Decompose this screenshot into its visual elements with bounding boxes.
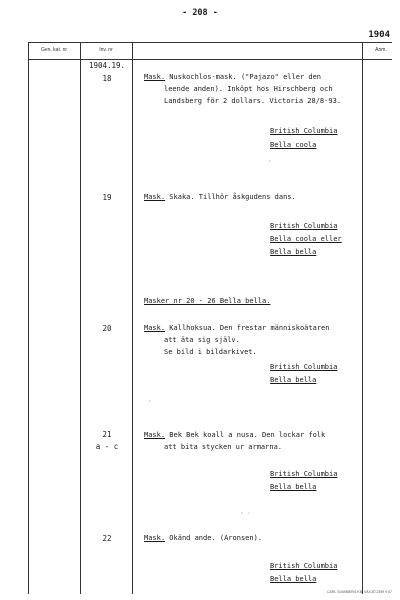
- printer-imprint: CARL SVANBERG KB, VÄXJÖ 2399 9 67: [327, 590, 392, 594]
- entry-18-place-2: Bella coola: [270, 141, 317, 149]
- header-inv: Inv. nr: [99, 47, 113, 53]
- entry-18-line-1: [144, 72, 321, 83]
- entry-20-place-2: Bella bella: [270, 376, 317, 384]
- entry-22-title: Mask.: [144, 534, 166, 542]
- entry-21-title: Mask.: [144, 431, 166, 439]
- entry-21-line-2: att bita stycken ur armarna.: [164, 443, 283, 451]
- entry-18-text-1: Nuskochlos-mask. ("Pajazo" eller den: [169, 73, 322, 81]
- entry-22-line-1: [144, 533, 262, 544]
- table-top-rule: [28, 42, 392, 43]
- entry-18-line-3: Landsberg för 2 dollars. Victoria 28/8-93.: [164, 97, 342, 105]
- scan-speck: ·: [148, 398, 152, 405]
- entry-22-text-1: Okänd ande. (Aronsen).: [169, 534, 263, 542]
- entry-18-place-1: British Columbia: [270, 127, 338, 135]
- inv-number-21: 21: [102, 430, 112, 439]
- header-anm: Anm.: [375, 47, 387, 53]
- header-gen-kat: Gen. kat. nr: [40, 47, 68, 53]
- entry-21-place-2: Bella bella: [270, 483, 317, 491]
- inv-sub-21: a - c: [95, 442, 119, 451]
- entry-20-line-2: att äta sig själv.: [164, 336, 240, 344]
- entry-21-place-1: British Columbia: [270, 470, 338, 478]
- entry-18-title: Mask.: [144, 73, 166, 81]
- entry-19-line-1: [144, 192, 296, 203]
- section-heading: Masker nr 20 - 26 Bella bella.: [144, 297, 271, 305]
- year-label: 1904: [368, 30, 390, 40]
- inv-number-20: 20: [102, 324, 112, 333]
- entry-21-line-1: [144, 430, 325, 441]
- entry-20-place-1: British Columbia: [270, 363, 338, 371]
- entry-18-line-2: leende anden). Inköpt hos Hirschberg och: [164, 85, 333, 93]
- entry-22-place-2: Bella bella: [270, 575, 317, 583]
- page-number: - 208 -: [182, 8, 218, 18]
- column-divider-desc-anm: [362, 42, 363, 594]
- inv-number-22: 22: [102, 534, 112, 543]
- inv-number-18: 18: [102, 74, 112, 83]
- header-bottom-rule: [28, 59, 392, 60]
- entry-20-line-3: Se bild i bildarkivet.: [164, 348, 257, 356]
- entry-19-place-3: Bella bella: [270, 248, 317, 256]
- entry-21-text-1: Bek Bek koall a nusa. Den lockar folk: [169, 431, 326, 439]
- inv-prefix: 1904.19.: [88, 61, 126, 70]
- scan-speck: ·: [268, 158, 272, 165]
- entry-20-line-1: [144, 323, 329, 334]
- left-border: [28, 42, 29, 594]
- scan-speck: · ·: [240, 510, 251, 517]
- column-divider-inv-desc: [132, 42, 133, 594]
- inv-number-19: 19: [102, 193, 112, 202]
- entry-19-text-1: Skaka. Tillhör åskgudens dans.: [169, 193, 296, 201]
- entry-19-place-1: British Columbia: [270, 222, 338, 230]
- entry-19-place-2: Bella coola eller: [270, 235, 342, 243]
- entry-22-place-1: British Columbia: [270, 562, 338, 570]
- column-divider-gen-inv: [80, 42, 81, 594]
- entry-20-text-1: Kallhoksua. Den frestar människoätaren: [169, 324, 330, 332]
- entry-19-title: Mask.: [144, 193, 166, 201]
- entry-20-title: Mask.: [144, 324, 166, 332]
